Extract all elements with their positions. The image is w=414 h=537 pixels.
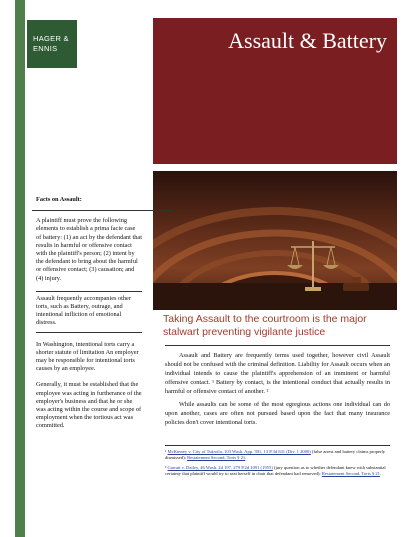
footnote-mark: ² [165, 465, 167, 470]
footnotes [165, 449, 390, 481]
divider [165, 345, 390, 346]
footnote-text: (jury question as to whether defendant knew with substantial certainty that plaintiff would try to seat herself in chair that defendant had removed); [165, 465, 386, 476]
fact-block [36, 333, 142, 378]
fact-text-employer: Generally, it must be established that the employee was acting in furtherance of the employer's business and that he or she was acting within the course and scope of employment when the tortious act was committed. [36, 381, 142, 430]
fact-block [36, 211, 142, 287]
fact-text-related: Assault frequently accompanies other torts, such as Battery, outrage, and intentional infliction of emotional distress. [36, 294, 131, 327]
firm-logo [27, 20, 77, 68]
facts-heading: Facts on Assault: [36, 196, 82, 203]
article-subtitle: Taking Assault to the courtroom is the major stalwart preventing vigilante justice [163, 313, 367, 338]
case-link[interactable]: McKinney v. City of Tukwila, 103 Wash. App. 391, 13 P.3d 631 (Div. 1 2000) [167, 449, 311, 454]
title-banner [153, 18, 397, 164]
restatement-link[interactable]: Restatement Second, Torts § 21 [321, 471, 380, 476]
facts-sidebar [36, 196, 142, 435]
footnote-1 [165, 449, 390, 461]
footnote-divider [165, 445, 390, 446]
courtroom-photo [153, 171, 397, 310]
page-title: Assault & Battery [228, 28, 387, 53]
logo-line-2: ENNIS [33, 44, 58, 53]
footnote-end: . [379, 471, 382, 476]
article-body [165, 351, 390, 431]
footnote-end: . [245, 455, 247, 460]
fact-block [36, 291, 142, 333]
footnote-mark: ¹ [165, 449, 167, 454]
logo-line-1: HAGER & [33, 34, 69, 43]
fact-text-elements: A plaintiff must prove the following elements to establish a prima facie case of battery: (1) an act by the defendant that results in harmful or offensive contact with the plaintiff's person; (2) intent by the defendant to bring about the harmful or offensive contact; (3) causation; and (4) injury. [36, 217, 142, 282]
accent-bar [15, 0, 25, 537]
restatement-link[interactable]: Restatement Second, Torts § 21 [187, 455, 246, 460]
fact-block [36, 377, 142, 434]
footnote-2 [165, 465, 390, 477]
fact-text-washington: In Washington, intentional torts carry a shorter statute of limitation An employer may be responsible for intentional torts causes by an employee. [36, 340, 139, 373]
paragraph: Assault and Battery are frequently terms used together, however civil Assault should not be confused with the criminal definition. Liability for Assault occurs when an individual intends to cause the plaintiff's apprehension of an imminent or harmful offensive contact. ¹ Battery by contact, is the intentional conduct that actually results in harmful or offensive contact of another. ² [165, 352, 390, 395]
footnote-text: (false arrest and battery claims properly dismissed); [165, 449, 386, 460]
case-link[interactable]: Garratt v. Dailey, 46 Wash. 2d 197, 279 P.2d 1091 (1955) [167, 465, 273, 470]
courtroom-illustration [153, 171, 397, 310]
paragraph: While assaults can be some of the most egregious actions one individual can do upon another, cases are often not pursued based upon the fact that many insurance policies don't cover intentional torts. [165, 401, 390, 426]
